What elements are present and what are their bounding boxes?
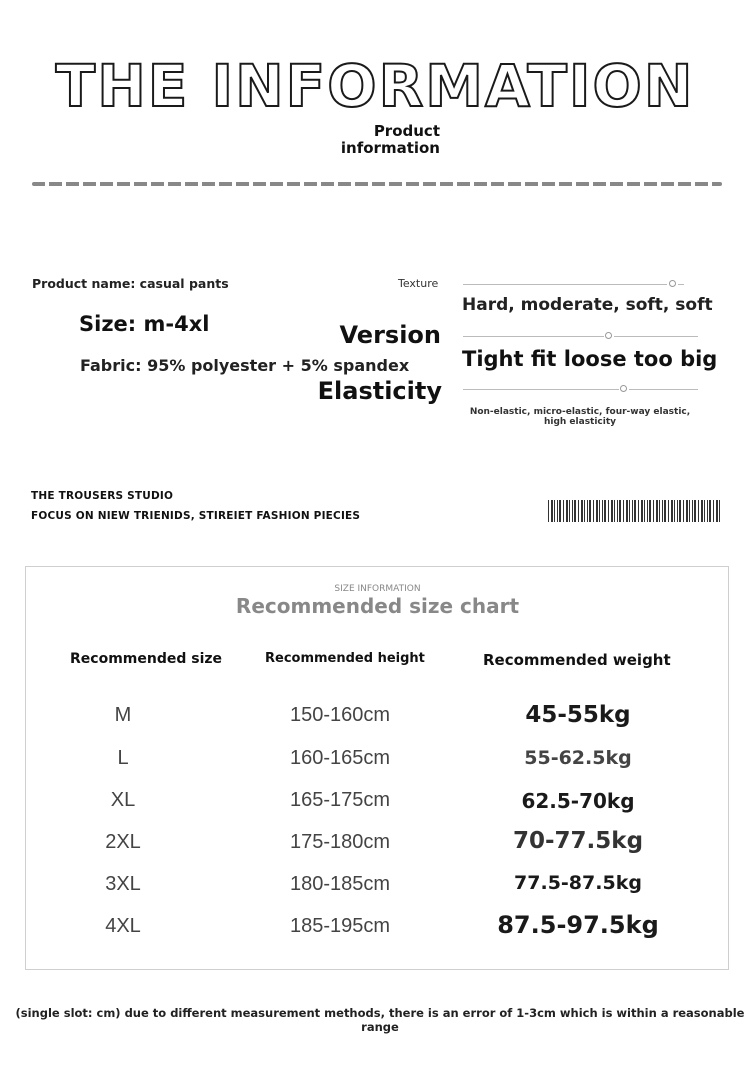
product-name: Product name: casual pants <box>32 276 229 291</box>
cell-weight: 45-55kg <box>525 702 631 728</box>
cell-size: 3XL <box>105 873 141 895</box>
subtitle-line-2: information <box>340 139 440 157</box>
size-info-label: SIZE INFORMATION <box>334 584 421 594</box>
table-row <box>0 828 750 871</box>
cell-height: 150-160cm <box>289 704 391 726</box>
elasticity-scale-line-right <box>629 389 698 390</box>
texture-value: Hard, moderate, soft, soft <box>462 295 713 315</box>
elasticity-label: Elasticity <box>317 377 442 405</box>
cell-weight: 55-62.5kg <box>524 747 632 769</box>
elasticity-value: Non-elastic, micro-elastic, four-way elastic, high elasticity <box>469 407 691 427</box>
cell-height: 185-195cm <box>289 915 391 937</box>
cell-weight: 77.5-87.5kg <box>514 872 642 894</box>
table-row <box>0 747 750 787</box>
column-header-weight: Recommended weight <box>483 651 671 669</box>
footnote: (single slot: cm) due to different measurement methods, there is an error of 1-3cm which is within a reasonable range <box>15 1006 745 1034</box>
version-scale-line-right <box>614 336 698 337</box>
barcode <box>548 500 722 522</box>
version-scale-dot <box>605 332 612 339</box>
cell-weight: 62.5-70kg <box>521 789 635 813</box>
elasticity-scale-line-left <box>463 389 619 390</box>
cell-weight: 87.5-97.5kg <box>497 911 659 939</box>
cell-weight: 70-77.5kg <box>512 828 644 854</box>
cell-size: 4XL <box>105 915 141 937</box>
cell-height: 160-165cm <box>289 747 391 769</box>
cell-size: M <box>114 704 132 726</box>
texture-scale-tail <box>678 284 684 285</box>
product-fabric: Fabric: 95% polyester + 5% spandex <box>80 356 410 375</box>
page-title: THE INFORMATION <box>55 52 695 120</box>
cell-height: 175-180cm <box>289 831 391 853</box>
studio-name: THE TROUSERS STUDIO <box>31 490 174 502</box>
table-row <box>0 873 750 913</box>
elasticity-scale-dot <box>620 385 627 392</box>
size-chart-title: Recommended size chart <box>235 594 520 618</box>
texture-scale-dot <box>669 280 676 287</box>
version-value: Tight fit loose too big <box>462 347 718 371</box>
table-row <box>0 704 750 744</box>
dashed-divider <box>32 182 722 186</box>
subtitle-line-1: Product <box>373 122 440 140</box>
version-scale-line-left <box>463 336 604 337</box>
column-header-height: Recommended height <box>265 651 425 666</box>
texture-scale-line <box>463 284 667 285</box>
column-header-size: Recommended size <box>70 651 223 667</box>
studio-tagline: FOCUS ON NIEW TRIENIDS, STIREIET FASHION PIECIES <box>31 510 361 522</box>
version-label: Version <box>339 321 441 349</box>
cell-size: L <box>117 747 129 769</box>
cell-height: 180-185cm <box>289 873 391 895</box>
subtitle <box>300 123 440 157</box>
table-row <box>0 911 750 955</box>
table-row <box>0 789 750 829</box>
cell-size: XL <box>110 789 136 811</box>
texture-label: Texture <box>398 277 439 290</box>
cell-height: 165-175cm <box>289 789 391 811</box>
product-size: Size: m-4xl <box>79 312 210 336</box>
cell-size: 2XL <box>105 831 141 853</box>
